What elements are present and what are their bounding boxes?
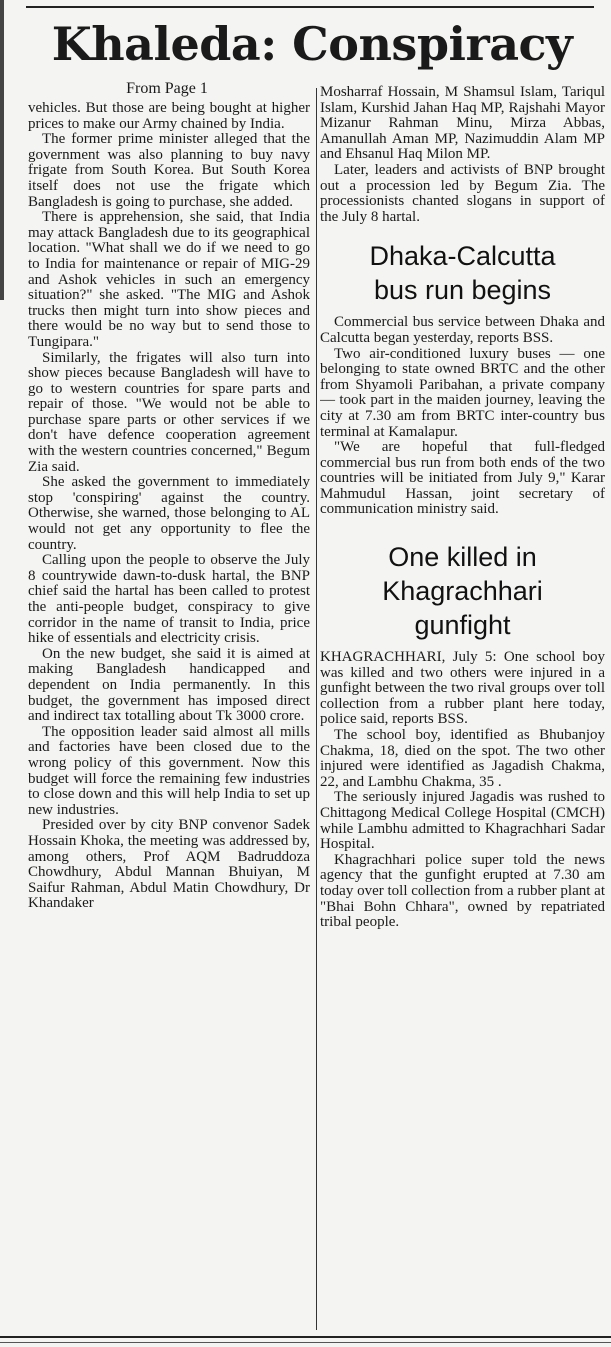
bottom-rule-secondary bbox=[0, 1342, 611, 1343]
headline-line: gunfight bbox=[414, 610, 511, 641]
column-divider bbox=[316, 88, 317, 1330]
headline-line: Dhaka-Calcutta bbox=[369, 241, 556, 272]
paragraph: Commercial bus service between Dhaka and Calcutta began yesterday, reports BSS. bbox=[320, 314, 605, 346]
paragraph: The seriously injured Jagadis was rushed to Chittagong Medical College Hospital (CMCH) while Lambhu admitted to Khagrachhari Sadar Hospital. bbox=[320, 789, 605, 853]
left-edge-rule bbox=[0, 0, 4, 300]
left-column bbox=[28, 101, 310, 1331]
gunfight-story-body bbox=[320, 650, 605, 931]
paragraph: Later, leaders and activists of BNP brought out a procession led by Begum Zia. The processionists chanted slogans in support of the July 8 hartal. bbox=[320, 161, 605, 225]
right-column bbox=[320, 85, 605, 1331]
headline-line: One killed in bbox=[388, 542, 537, 573]
gunfight-story-headline bbox=[320, 540, 605, 642]
headline-line: Khagrachhari bbox=[382, 576, 543, 607]
bus-story-body bbox=[320, 315, 605, 518]
main-headline: Khaleda: Conspiracy bbox=[51, 17, 573, 71]
paragraph: vehicles. But those are being bought at higher prices to make our Army chained by India. bbox=[28, 101, 310, 132]
paragraph: Presided over by city BNP convenor Sadek Hossain Khoka, the meeting was addressed by, among others, Prof AQM Badruddoza Chowdhury, Abdul Mannan Bhuiyan, M Saifur Rahman, Abdul Matin Chowdhury, Dr Khandaker bbox=[28, 817, 310, 912]
paragraph: Similarly, the frigates will also turn into show pieces because Bangladesh will have to go to western countries for spare parts and repair of those. "We would not be able to purchase spare parts or other services if we don't have defence cooperation agreement with the western countries concerned," Begum Zia said. bbox=[28, 349, 310, 475]
main-story-end bbox=[320, 85, 605, 225]
paragraph: The former prime minister alleged that the government was also planning to buy navy frigate from South Korea. But South Korea itself does not use the frigate which Bangladesh is going to purchase, she added. bbox=[28, 131, 310, 210]
paragraph: Two air-conditioned luxury buses — one belonging to state owned BRTC and the other from Shyamoli Paribahan, a private company — took part in the maiden journey, leaving the city at 7.30 am from BRTC inter-country bus terminal at Kamalapur. bbox=[320, 345, 605, 440]
continued-from-label: From Page 1 bbox=[126, 80, 208, 97]
headline-line: bus run begins bbox=[373, 275, 552, 306]
paragraph: She asked the government to immediately stop 'conspiring' against the country. Otherwise, she warned, those belonging to AL would not get any opportunity to flee the country. bbox=[28, 474, 310, 553]
bottom-rule bbox=[0, 1336, 611, 1338]
paragraph: On the new budget, she said it is aimed at making Bangladesh handicapped and dependent on India permanently. In this budget, the government has imposed direct and indirect tax totalling about Tk 3000 crore. bbox=[28, 645, 310, 725]
paragraph: The opposition leader said almost all mills and factories have been closed due to the wrong policy of this government. Now this budget will force the remaining few industries to close down and this will help India to set up new industries. bbox=[28, 723, 310, 818]
paragraph: There is apprehension, she said, that India may attack Bangladesh due to its geographical location. "What shall we do if we need to go to India for maintenance or repair of MIG-29 and Ashok vehicles in such an emergency situation?" she asked. "The MIG and Ashok trucks then might turn into show pieces and there would be no way but to send those to Tungipara." bbox=[28, 209, 310, 350]
paragraph: Mosharraf Hossain, M Shamsul Islam, Tariqul Islam, Kurshid Jahan Haq MP, Rajshahi Mayor Mizanur Rahman Minu, Mirza Abbas, Amanullah Aman MP, Nazimuddin Alam MP and Ehsanul Haq Milon MP. bbox=[320, 85, 605, 163]
main-story-continuation bbox=[28, 101, 310, 912]
paragraph: Khagrachhari police super told the news agency that the gunfight erupted at 7.30 am today over toll collection from a rubber plant at "Bhai Bohn Chhara", owned by repatriated tribal people. bbox=[320, 851, 605, 931]
paragraph: Calling upon the people to observe the July 8 countrywide dawn-to-dusk hartal, the BNP chief said the hartal has been called to protest the anti-people budget, conspiracy to give corridor in the name of transit to India, price hike of essentials and electricity crisis. bbox=[28, 552, 310, 647]
paragraph: KHAGRACHHARI, July 5: One school boy was killed and two others were injured in a gunfight between the two rival groups over toll collection from a rubber plant here today, police said, reports BSS. bbox=[320, 649, 605, 728]
paragraph: "We are hopeful that full-fledged commercial bus run from both ends of the two countries will be initiated from July 9," Karar Mahmudul Hassan, joint secretary of communication ministry said. bbox=[320, 439, 605, 518]
bus-story-headline bbox=[320, 239, 605, 307]
top-rule bbox=[26, 6, 594, 8]
paragraph: The school boy, identified as Bhubanjoy Chakma, 18, died on the spot. The two other injured were identified as Jagadish Chakma, 22, and Lambhu Chakma, 35 . bbox=[320, 727, 605, 790]
